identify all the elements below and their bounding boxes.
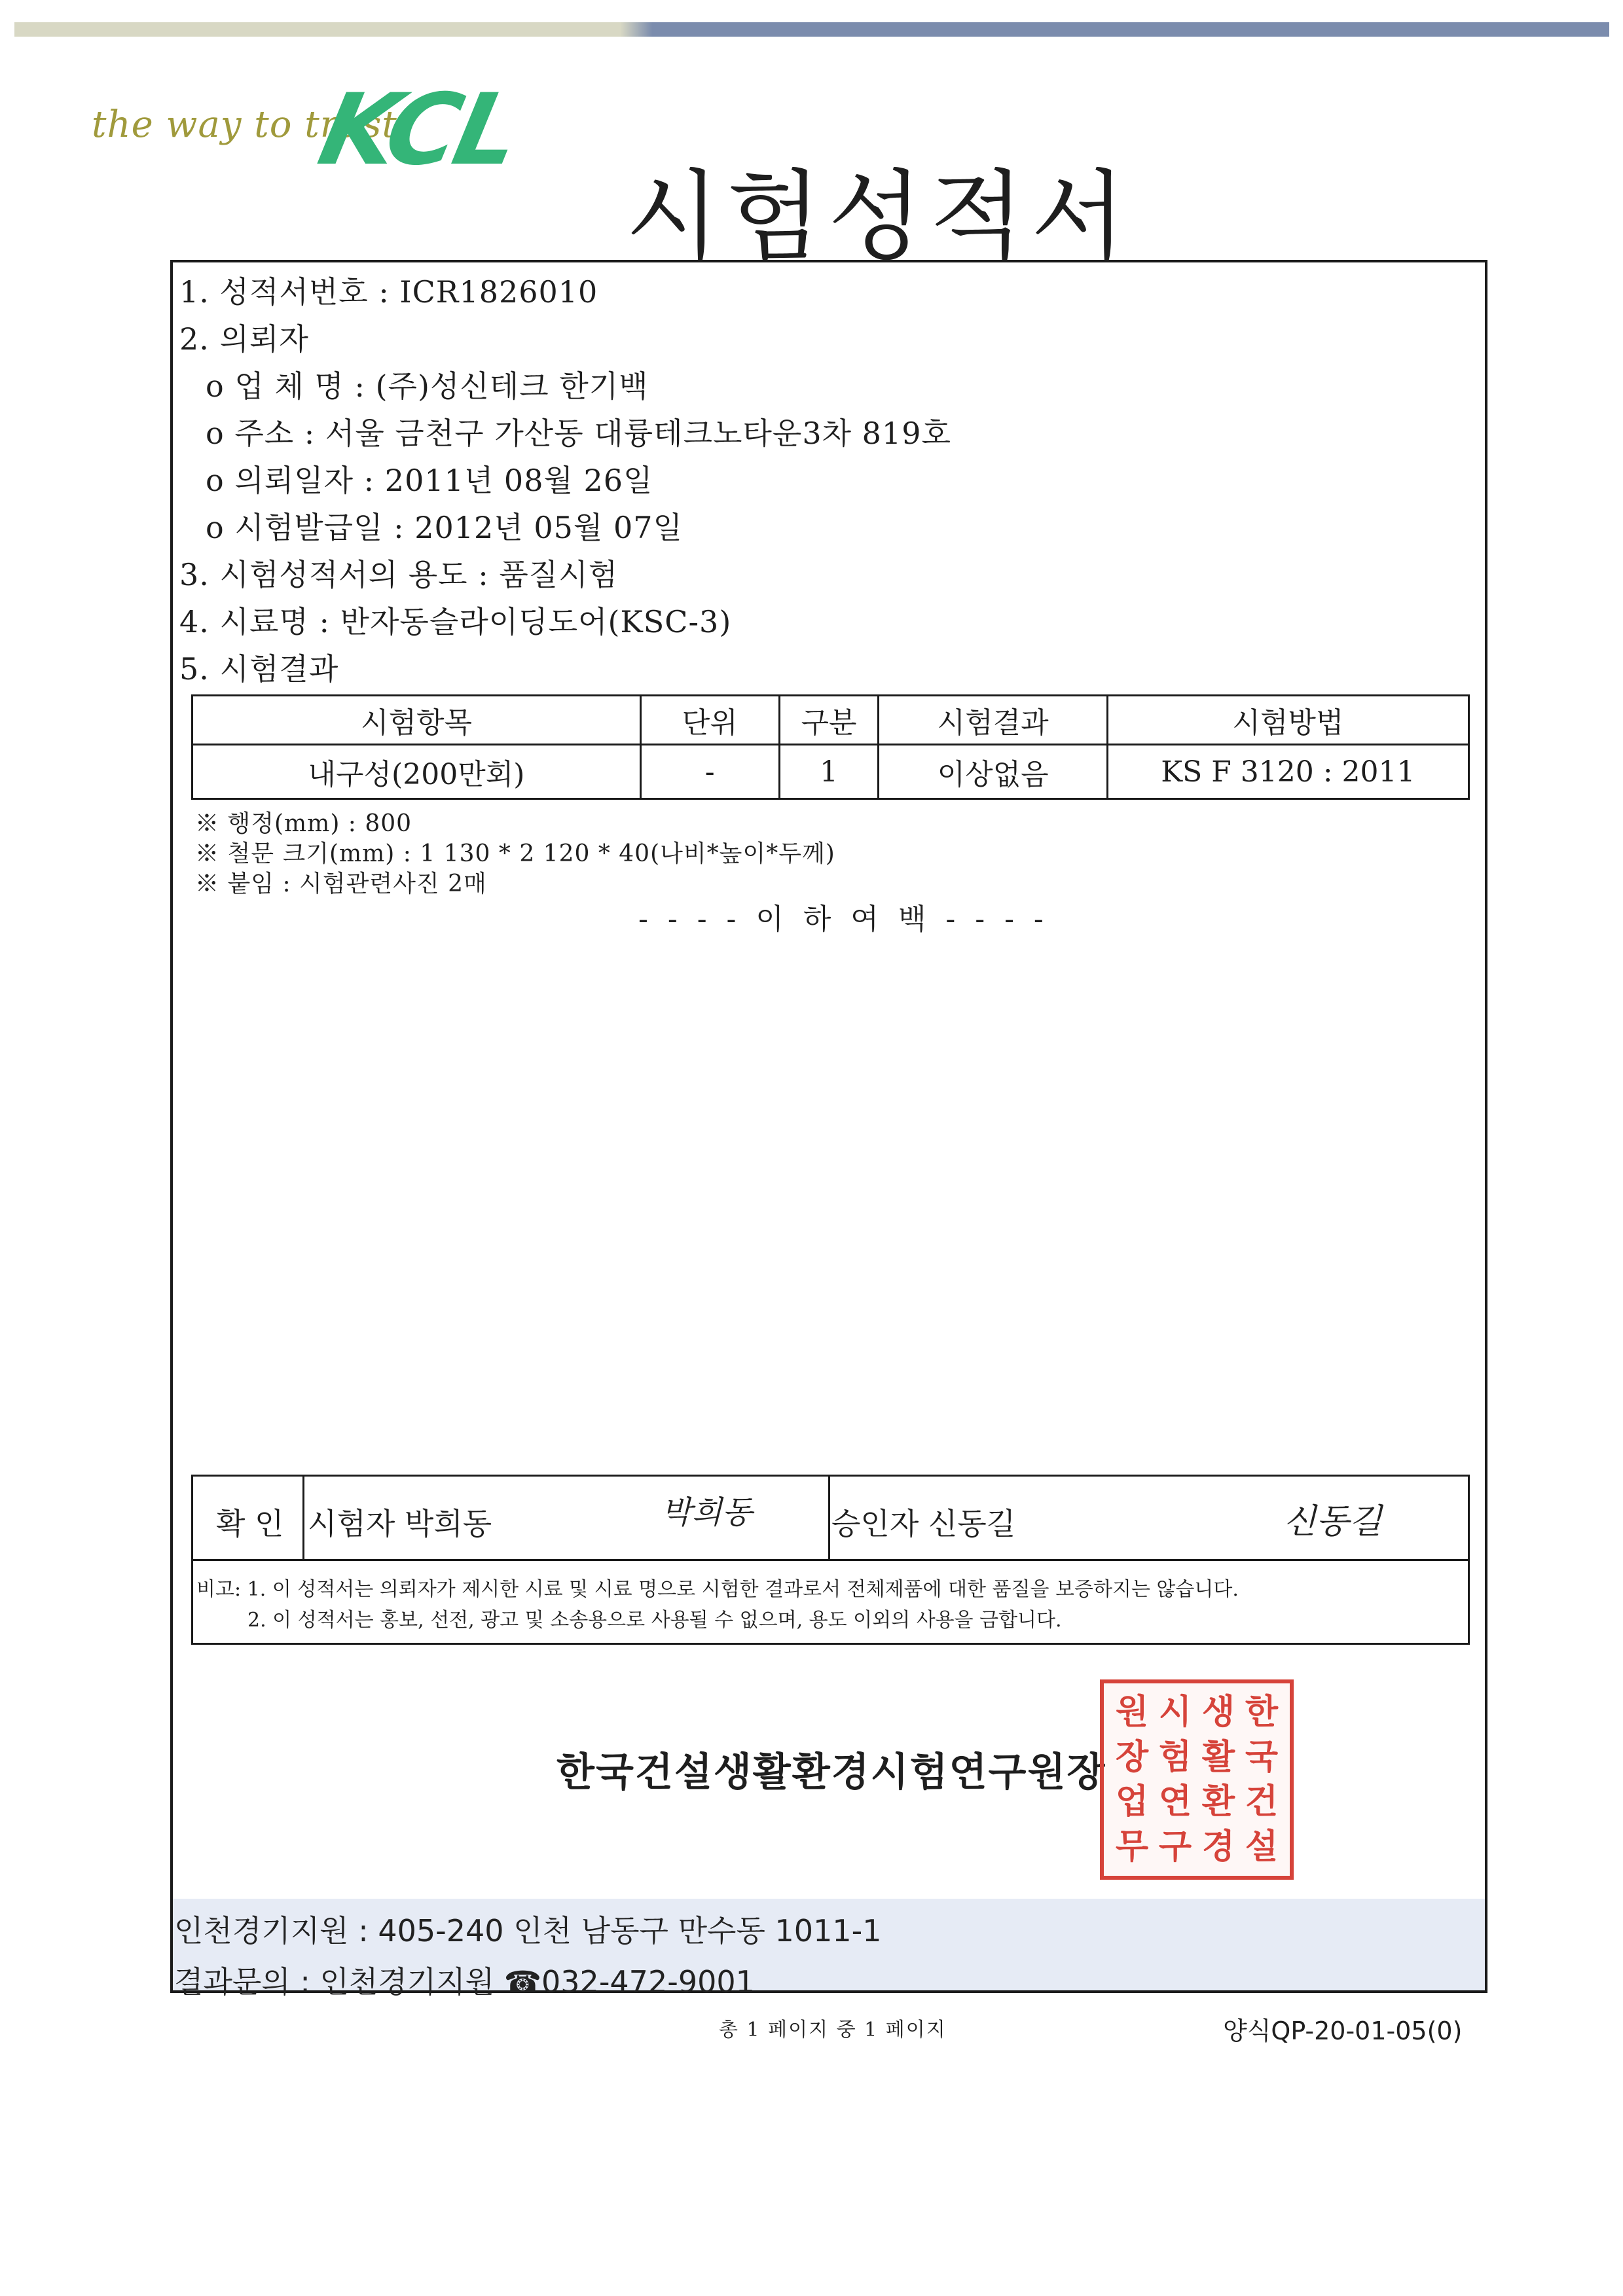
cell-unit: - xyxy=(640,745,779,799)
seal-character: 경 xyxy=(1201,1827,1235,1867)
issuer-name: 한국건설생활환경시험연구원장 xyxy=(556,1749,1106,1795)
results-heading: 5. 시험결과 xyxy=(179,651,339,687)
logo-tagline: the way to trust xyxy=(92,103,397,146)
note-attachment: ※ 붙임 : 시험관련사진 2매 xyxy=(195,870,487,897)
confirmation-divider xyxy=(302,1475,304,1561)
table-header-row xyxy=(192,696,1469,745)
remark-line-1: 비고: 1. 이 성적서는 의뢰자가 제시한 시료 및 시료 명으로 시험한 결과로서 전체제품에 대한 품질을 보증하지는 않습니다. xyxy=(196,1578,1239,1601)
seal-character: 국 xyxy=(1245,1737,1279,1777)
header-test-method: 시험방법 xyxy=(1107,696,1468,745)
seal-characters xyxy=(1110,1690,1283,1869)
note-door-size: ※ 철문 크기(mm) : 1 130 * 2 120 * 40(나비*높이*두께) xyxy=(195,840,835,867)
remark-line-2: 2. 이 성적서는 홍보, 선전, 광고 및 소송용으로 사용될 수 없으며, 용도 이외의 사용을 금합니다. xyxy=(247,1609,1062,1632)
table-row xyxy=(192,745,1469,799)
approver-name: 승인자 신동길 xyxy=(831,1506,1016,1541)
confirmation-divider xyxy=(828,1475,830,1561)
cert-number: 1. 성적서번호 : ICR1826010 xyxy=(179,274,598,310)
inquiry-contact: 결과문의 : 인천경기지원 ☎032-472-9001 xyxy=(174,1964,755,2000)
cell-test-result: 이상없음 xyxy=(879,745,1107,799)
seal-character: 업 xyxy=(1115,1782,1149,1822)
seal-character: 한 xyxy=(1245,1693,1279,1732)
company-name: o 업 체 명 : (주)성신테크 한기백 xyxy=(206,368,649,404)
kcl-logo: KCL xyxy=(310,73,527,187)
form-number: 양식QP-20-01-05(0) xyxy=(1223,2017,1463,2045)
seal-character: 연 xyxy=(1158,1782,1192,1822)
note-stroke: ※ 행정(mm) : 800 xyxy=(195,810,412,837)
branch-address: 인천경기지원 : 405-240 인천 남동구 만수동 1011-1 xyxy=(174,1913,882,1948)
seal-character: 환 xyxy=(1201,1782,1235,1822)
header-test-result: 시험결과 xyxy=(879,696,1107,745)
issue-date: o 시험발급일 : 2012년 05월 07일 xyxy=(206,510,683,545)
seal-character: 활 xyxy=(1201,1737,1235,1777)
seal-character: 시 xyxy=(1158,1693,1192,1732)
seal-character: 험 xyxy=(1158,1737,1192,1777)
client-heading: 2. 의뢰자 xyxy=(179,321,309,357)
request-date: o 의뢰일자 : 2011년 08월 26일 xyxy=(206,463,653,498)
client-address: o 주소 : 서울 금천구 가산동 대륭테크노타운3차 819호 xyxy=(206,416,951,451)
header-unit: 단위 xyxy=(640,696,779,745)
header-stripe xyxy=(14,22,1609,37)
header-test-item: 시험항목 xyxy=(192,696,641,745)
approver-signature: 신동길 xyxy=(1283,1502,1382,1541)
cell-test-method: KS F 3120 : 2011 xyxy=(1107,745,1468,799)
official-seal xyxy=(1100,1679,1294,1880)
cell-test-item: 내구성(200만회) xyxy=(192,745,641,799)
end-of-content-mark: - - - - 이 하 여 백 - - - - xyxy=(638,903,1049,936)
seal-character: 건 xyxy=(1245,1782,1279,1822)
tester-name: 시험자 박희동 xyxy=(308,1506,492,1541)
header-category: 구분 xyxy=(779,696,879,745)
tester-signature: 박희동 xyxy=(661,1494,753,1531)
seal-character: 장 xyxy=(1115,1737,1149,1777)
seal-character: 원 xyxy=(1115,1693,1149,1732)
cell-category: 1 xyxy=(779,745,879,799)
document-title: 시험성적서 xyxy=(625,160,1133,274)
report-purpose: 3. 시험성적서의 용도 : 품질시험 xyxy=(179,557,619,592)
seal-character: 설 xyxy=(1245,1827,1279,1867)
seal-character: 생 xyxy=(1201,1693,1235,1732)
seal-character: 무 xyxy=(1115,1827,1149,1867)
page-indicator: 총 1 페이지 중 1 페이지 xyxy=(719,2018,947,2041)
seal-character: 구 xyxy=(1158,1827,1192,1867)
sample-name: 4. 시료명 : 반자동슬라이딩도어(KSC-3) xyxy=(179,604,732,639)
results-table xyxy=(191,694,1470,800)
confirmation-label: 확 인 xyxy=(216,1506,284,1541)
